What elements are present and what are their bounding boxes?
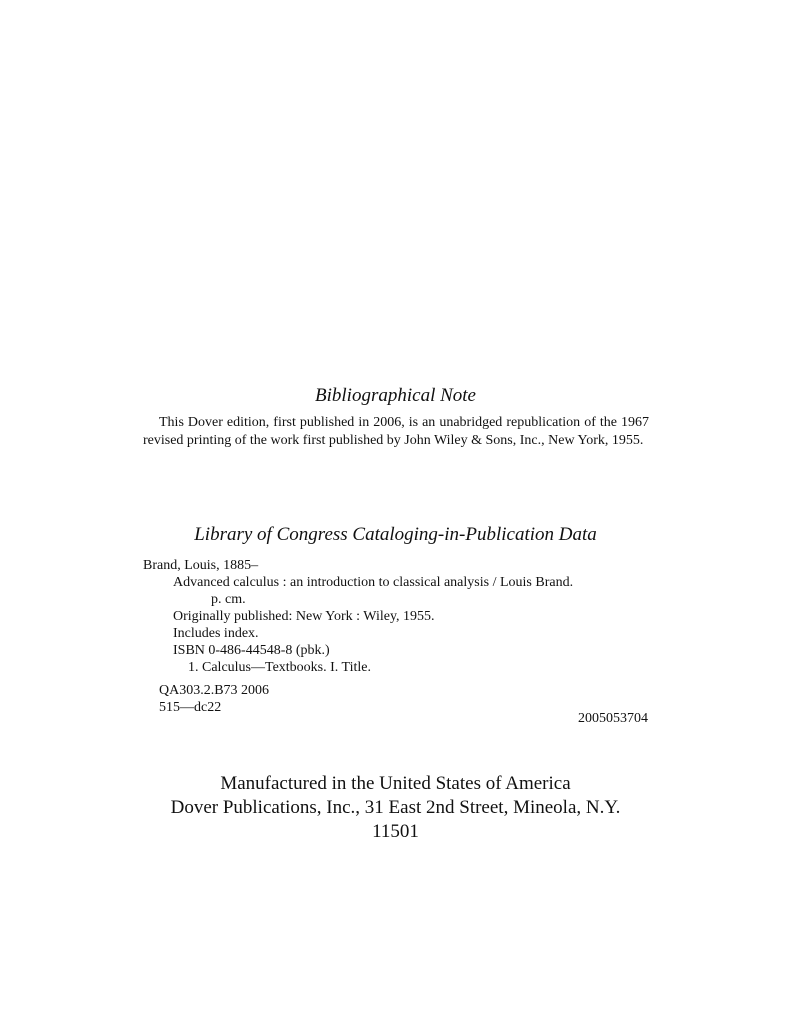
cip-subjects: 1. Calculus—Textbooks. I. Title. (188, 660, 371, 675)
cip-pages: p. cm. (211, 592, 246, 607)
cip-lc-class: QA303.2.B73 2006 (159, 683, 270, 698)
bibliographical-note-paragraph: This Dover edition, first published in 2006, is an unabridged republication of the 1967 revised printing of the work first published by John Wiley & Sons, Inc., New York, 1955. (143, 415, 649, 448)
cip-includes-index: Includes index. (173, 626, 259, 641)
cip-isbn: ISBN 0-486-44548-8 (pbk.) (173, 643, 330, 658)
cip-title-line: Advanced calculus : an introduction to classical analysis / Louis Brand. (173, 575, 574, 590)
footer-zip: 11501 (372, 821, 419, 842)
cip-originally-published: Originally published: New York : Wiley, 1955. (173, 609, 435, 624)
cip-lccn: 2005053704 (578, 711, 648, 726)
cip-author: Brand, Louis, 1885– (143, 558, 259, 573)
cip-heading: Library of Congress Cataloging-in-Publication Data (194, 524, 597, 545)
footer-publisher-address: Dover Publications, Inc., 31 East 2nd Street, Mineola, N.Y. (170, 797, 621, 818)
cip-dewey: 515—dc22 (159, 700, 222, 715)
bibliographical-note-heading: Bibliographical Note (315, 385, 476, 406)
footer-manufactured: Manufactured in the United States of America (220, 773, 571, 794)
